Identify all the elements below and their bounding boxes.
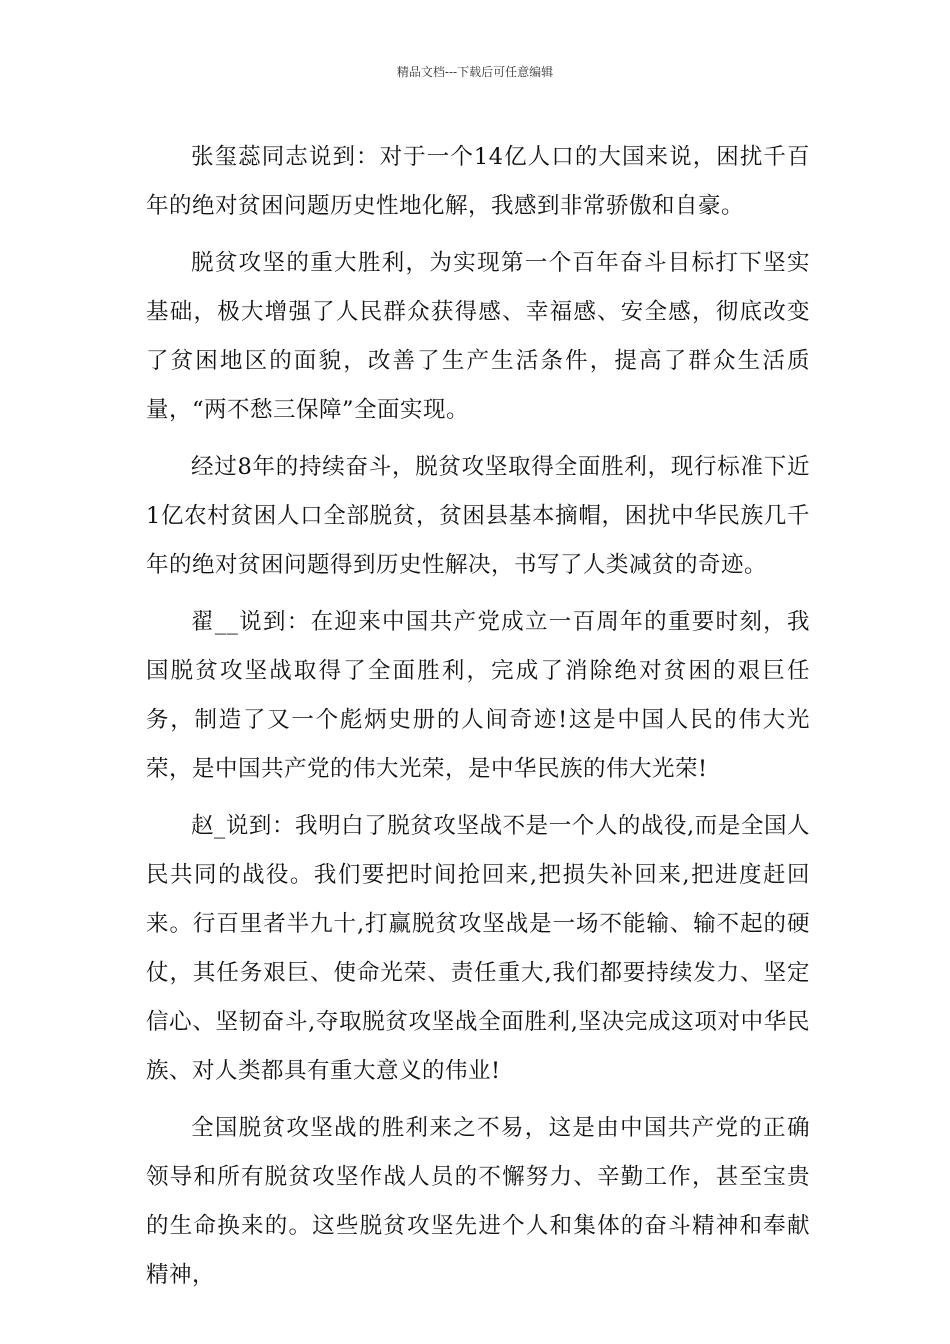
paragraph-zhang-statement: 张玺蕊同志说到：对于一个14亿人口的大国来说，困扰千百年的绝对贫困问题历史性地化解，我感到非常骄傲和自豪。 — [146, 144, 810, 219]
paragraph-zhao-statement: 赵_说到：我明白了脱贫攻坚战不是一个人的战役,而是全国人民共同的战役。我们要把时间抢回来,把损失补回来,把进度赶回来。行百里者半九十,打赢脱贫攻坚战是一场不能输、输不起的硬仗，其任务艰巨、使命光荣、责任重大,我们都要持续发力、坚定信心、坚韧奋斗,夺取脱贫攻坚战全面胜利,坚决完成这项对中华民族、对人类都具有重大意义的伟业! — [146, 813, 810, 1084]
page-header: 精品文档---下载后可任意编辑 — [396, 65, 554, 79]
paragraph-major-victory: 脱贫攻坚的重大胜利，为实现第一个百年奋斗目标打下坚实基础，极大增强了人民群众获得感、幸福感、安全感，彻底改变了贫困地区的面貌，改善了生产生活条件，提高了群众生活质量，“两不愁三保障”全面实现。 — [146, 250, 810, 423]
paragraph-hard-won-victory: 全国脱贫攻坚战的胜利来之不易，这是由中国共产党的正确领导和所有脱贫攻坚作战人员的不懈努力、辛勤工作，甚至宝贵的生命换来的。这些脱贫攻坚先进个人和集体的奋斗精神和奉献精神， — [146, 1115, 810, 1288]
paragraph-zhai-statement: 翟__说到：在迎来中国共产党成立一百周年的重要时刻，我国脱贫攻坚战取得了全面胜利，完成了消除绝对贫困的艰巨任务，制造了又一个彪炳史册的人间奇迹!这是中国人民的伟大光荣，是中国共产党的伟大光荣，是中华民族的伟大光荣! — [146, 609, 810, 782]
document-body — [146, 133, 810, 1308]
paragraph-eight-years: 经过8年的持续奋斗，脱贫攻坚取得全面胜利，现行标准下近1亿农村贫困人口全部脱贫，贫困县基本摘帽，困扰中华民族几千年的绝对贫困问题得到历史性解决，书写了人类减贫的奇迹。 — [146, 454, 810, 578]
